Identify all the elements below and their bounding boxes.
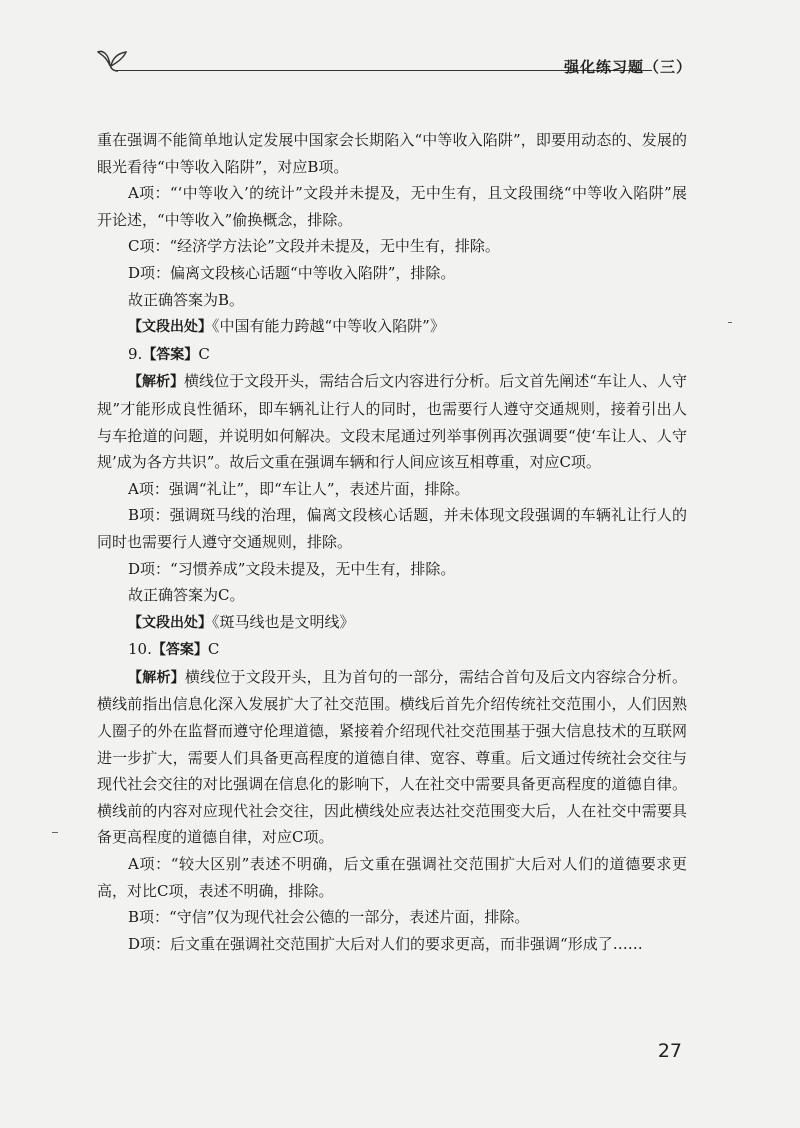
source-line: 【文段出处】《斑马线也是文明线》 bbox=[128, 612, 355, 631]
running-header bbox=[96, 44, 696, 84]
source-tag: 【文段出处】 bbox=[128, 614, 212, 631]
body-text bbox=[97, 127, 687, 957]
answer-tag: 【答案】 bbox=[151, 642, 208, 659]
paragraph: B项：强调斑马线的治理，偏离文段核心话题，并未体现文段强调的车辆礼让行人的同时也需要行人遵守交通规则，排除。 bbox=[97, 506, 687, 551]
source-tag: 【文段出处】 bbox=[128, 319, 212, 336]
scan-mark bbox=[52, 832, 58, 833]
paragraph: A项：“‘中等收入’的统计”文段并未提及，无中生有，且文段围绕“中等收入陷阱”展开论述，“中等收入”偷换概念，排除。 bbox=[97, 184, 687, 229]
analysis-paragraph: 【解析】横线位于文段开头，且为首句的一部分，需结合首句及后文内容综合分析。横线前指出信息化深入发展扩大了社交范围。横线后首先介绍传统社交范围小，人们因熟人圈子的外在监督而遵守伦理道德，紧接着介绍现代社交范围基于强大信息技术的互联网进一步扩大，需要人们具备更高程度的道德自律、宽容、尊重。后文通过传统社会交往与现代社会交往的对比强调在信息化的影响下，人在社交中需要具备更高程度的道德自律。横线前的内容对应现代社会交往，因此横线处应表达社交范围变大后，人在社交中需要具备更高程度的道德自律，对应C项。 bbox=[97, 667, 687, 847]
paragraph: D项：后文重在强调社交范围扩大后对人们的要求更高，而非强调“形成了…… bbox=[128, 934, 643, 953]
answer-value: C bbox=[198, 344, 210, 363]
answer-line bbox=[97, 636, 687, 664]
question-number: 9. bbox=[128, 344, 143, 363]
paragraph: C项：“经济学方法论”文段并未提及，无中生有，排除。 bbox=[128, 237, 500, 256]
analysis-tag: 【解析】 bbox=[128, 374, 185, 391]
question-number: 10. bbox=[128, 640, 152, 659]
paragraph: A项：强调“礼让”，即“车让人”，表述片面，排除。 bbox=[128, 479, 470, 498]
analysis-tag: 【解析】 bbox=[128, 669, 185, 686]
scan-mark bbox=[728, 322, 732, 323]
paragraph: B项：“守信”仅为现代社会公德的一部分，表述片面，排除。 bbox=[128, 908, 530, 927]
source-line: 【文段出处】《中国有能力跨越“中等收入陷阱”》 bbox=[128, 317, 445, 336]
paragraph: D项：偏离文段核心话题“中等收入陷阱”，排除。 bbox=[128, 263, 456, 282]
answer-value: C bbox=[207, 640, 220, 659]
header-title: 强化练习题（三） bbox=[563, 58, 692, 76]
sprout-icon bbox=[96, 44, 130, 78]
paragraph: 故正确答案为C。 bbox=[128, 586, 245, 605]
analysis-paragraph: 【解析】横线位于文段开头，需结合后文内容进行分析。后文首先阐述“车让人、人守规”才能形成良性循环，即车辆礼让行人的同时，也需要行人遵守交通规则，接着引出人与车抢道的问题，并说明如何解决。文段末尾通过列举事例再次强调要“使‘车让人、人守规’成为各方共识”。故后文重在强调车辆和行人间应该互相尊重，对应C项。 bbox=[97, 372, 687, 472]
paragraph: A项：“较大区别”表述不明确，后文重在强调社交范围扩大后对人们的道德要求更高，对比C项，表述不明确，排除。 bbox=[97, 855, 687, 900]
paragraph: D项：“习惯养成”文段未提及，无中生有，排除。 bbox=[128, 559, 456, 578]
page-number: 27 bbox=[657, 1040, 682, 1062]
answer-line bbox=[97, 341, 687, 369]
paragraph: 重在强调不能简单地认定发展中国家会长期陷入“中等收入陷阱”，即要用动态的、发展的眼光看待“中等收入陷阱”，对应B项。 bbox=[97, 131, 687, 176]
answer-tag: 【答案】 bbox=[142, 346, 199, 363]
paragraph: 故正确答案为B。 bbox=[128, 290, 245, 309]
